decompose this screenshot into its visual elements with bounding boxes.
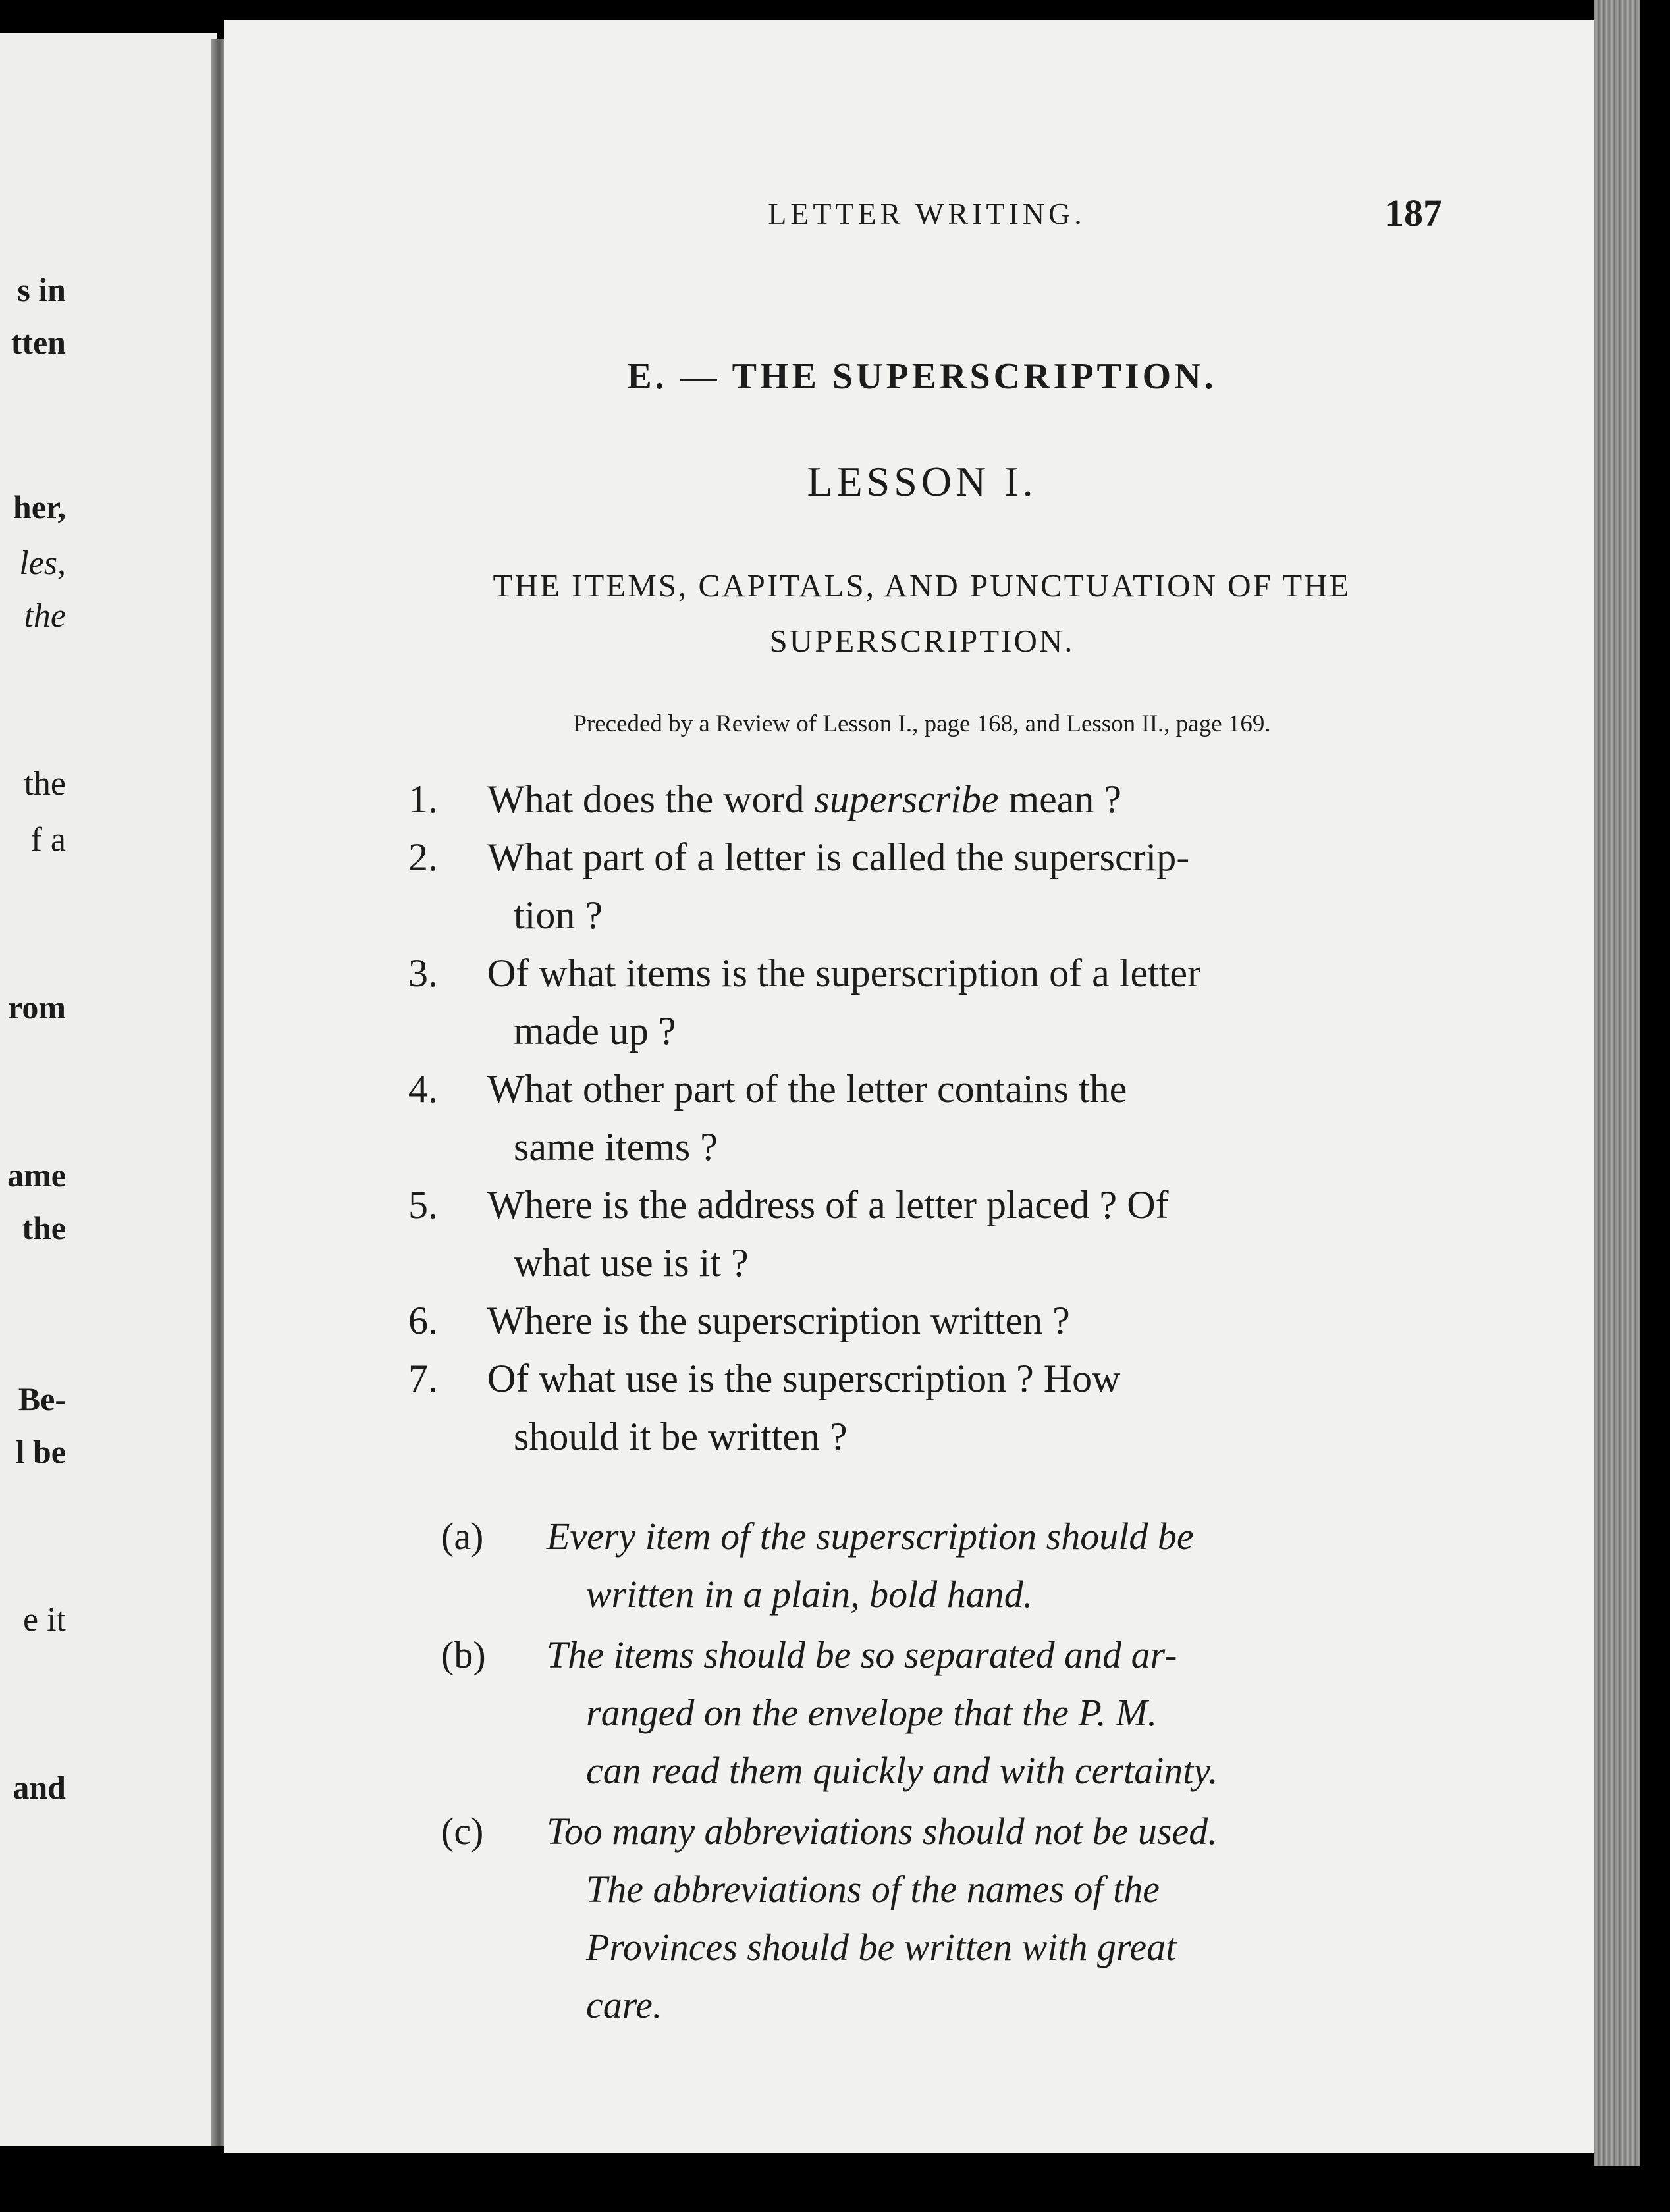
rule-list xyxy=(441,1508,1442,2037)
question-text-part: What does the word xyxy=(487,777,815,821)
rule-line: can read them quickly and with certainty. xyxy=(586,1749,1218,1792)
rule-item xyxy=(441,1508,1442,1623)
rule-line: Too many abbreviations should not be used. xyxy=(547,1810,1218,1853)
question-item xyxy=(408,1292,1442,1350)
rule-line: Provinces should be written with great xyxy=(586,1926,1177,1968)
review-note: Preceded by a Review of Lesson I., page 168, and Lesson II., page 169. xyxy=(573,710,1271,737)
question-line: What part of a letter is called the superscrip- xyxy=(487,835,1190,879)
question-line: what use is it ? xyxy=(514,1241,749,1284)
question-item xyxy=(408,944,1442,1060)
rule-item xyxy=(441,1803,1442,2034)
rule-line: Every item of the superscription should be xyxy=(547,1515,1194,1558)
question-line: Of what items is the superscription of a letter xyxy=(487,951,1201,995)
question-text-part: mean ? xyxy=(998,777,1122,821)
question-line: Where is the superscription written ? xyxy=(487,1299,1070,1342)
question-line: made up ? xyxy=(514,1009,676,1053)
rule-label: (c) xyxy=(441,1810,484,1853)
question-item xyxy=(408,1060,1442,1176)
left-fragment: l be xyxy=(15,1433,66,1470)
question-number: 4. xyxy=(408,1067,438,1111)
left-fragment: les, xyxy=(19,544,66,582)
rule-line: The abbreviations of the names of the xyxy=(586,1868,1160,1910)
lesson-title: LESSON I. xyxy=(807,458,1037,505)
page-edges xyxy=(1594,0,1640,2166)
running-head: LETTER WRITING. xyxy=(768,197,1086,230)
left-fragment: the xyxy=(24,597,66,635)
rule-label: (a) xyxy=(441,1515,484,1558)
page-number: 187 xyxy=(1385,192,1442,234)
question-list xyxy=(408,770,1442,1465)
question-emphasis: superscribe xyxy=(814,777,999,821)
rule-line: care. xyxy=(586,1984,662,2026)
question-item xyxy=(408,1350,1442,1465)
lesson-subtitle-line: SUPERSCRIPTION. xyxy=(769,623,1075,659)
rule-line: written in a plain, bold hand. xyxy=(586,1573,1033,1616)
rule-label: (b) xyxy=(441,1633,486,1676)
section-title: E. — THE SUPERSCRIPTION. xyxy=(627,356,1217,397)
question-item xyxy=(408,1176,1442,1292)
left-fragment: s in xyxy=(17,271,66,308)
question-line: What other part of the letter contains the xyxy=(487,1067,1127,1111)
left-fragment: f a xyxy=(30,821,66,858)
left-fragment: and xyxy=(13,1769,66,1806)
question-item xyxy=(408,828,1442,944)
left-fragment: e it xyxy=(23,1601,66,1639)
question-number: 6. xyxy=(408,1299,438,1342)
lesson-subtitle xyxy=(382,558,1462,669)
left-fragment: Be- xyxy=(18,1381,66,1417)
rule-line: ranged on the envelope that the P. M. xyxy=(586,1691,1158,1734)
question-line: same items ? xyxy=(514,1125,718,1169)
question-text xyxy=(487,770,1442,828)
question-number: 7. xyxy=(408,1357,438,1400)
lesson-subtitle-line: THE ITEMS, CAPITALS, AND PUNCTUATION OF THE xyxy=(493,567,1351,604)
previous-page-fragment xyxy=(0,33,217,2146)
question-number: 2. xyxy=(408,835,438,879)
question-number: 3. xyxy=(408,951,438,995)
left-fragment: ame xyxy=(7,1157,66,1194)
left-fragment: rom xyxy=(8,989,66,1026)
rule-line: The items should be so separated and ar- xyxy=(547,1633,1177,1676)
question-line: should it be written ? xyxy=(514,1415,848,1458)
left-fragment: tten xyxy=(11,324,66,361)
question-line: tion ? xyxy=(514,893,603,937)
left-fragment: the xyxy=(24,765,66,803)
rule-item xyxy=(441,1626,1442,1800)
question-line: Where is the address of a letter placed ? Of xyxy=(487,1183,1169,1226)
question-number: 1. xyxy=(408,777,438,821)
left-fragment: her, xyxy=(13,488,66,525)
question-item xyxy=(408,770,1442,828)
question-line: Of what use is the superscription ? How xyxy=(487,1357,1121,1400)
left-fragment: the xyxy=(22,1209,66,1246)
question-number: 5. xyxy=(408,1183,438,1226)
